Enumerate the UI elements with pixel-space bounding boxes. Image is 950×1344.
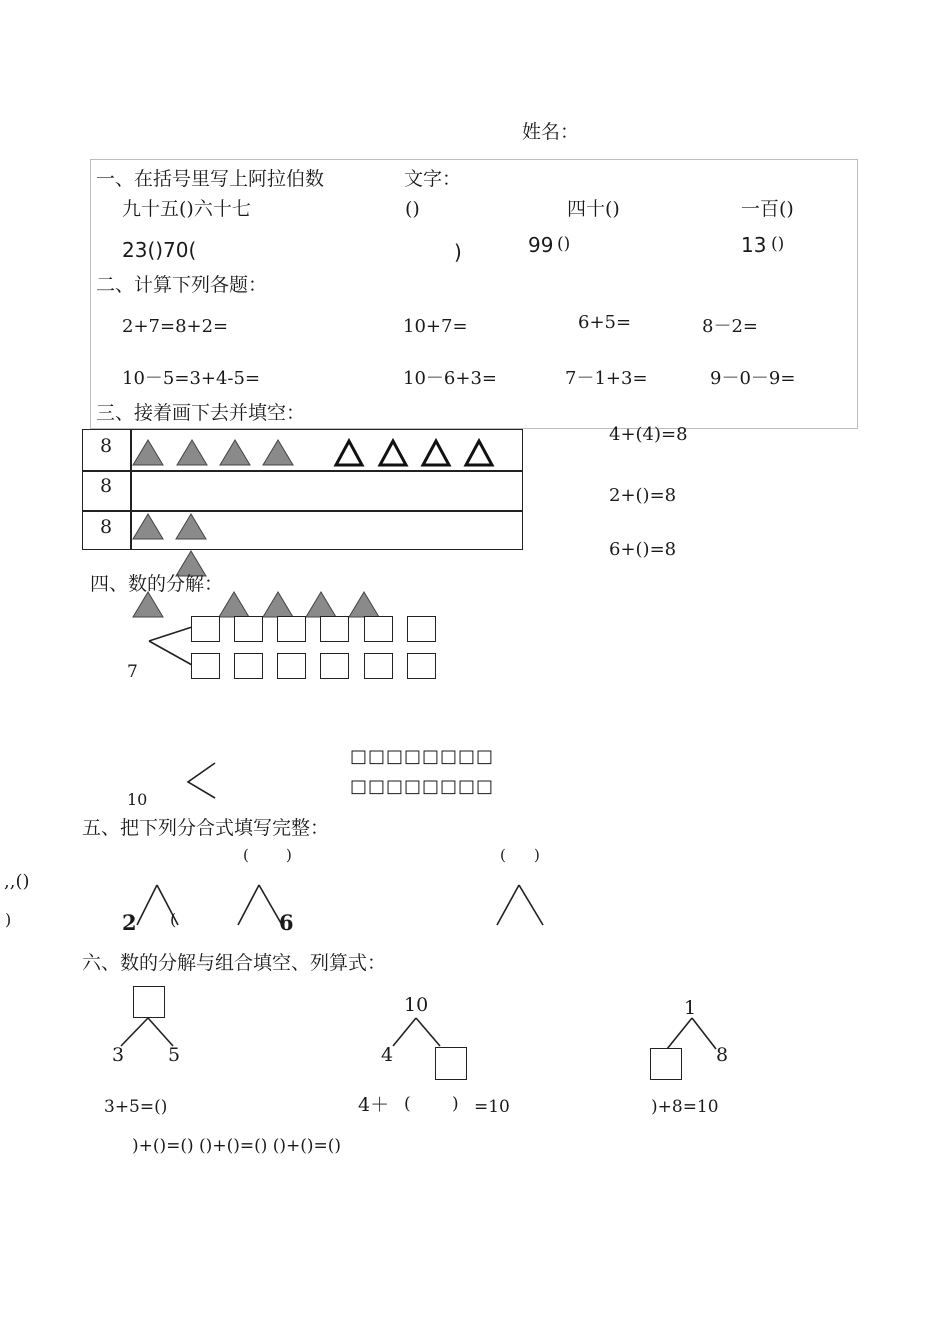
outline-triangle-icon	[336, 441, 362, 465]
tree-lines	[667, 1018, 716, 1049]
s2-r1-c1: 2+7=8+2=	[122, 316, 229, 337]
s5-title: 五、把下列分合式填写完整：	[82, 817, 330, 839]
s5-tree2-right: 6	[279, 910, 294, 935]
s2-r2-c2: 10－6+3=	[403, 368, 497, 389]
tree-lines	[121, 1018, 173, 1046]
answer-box[interactable]	[277, 616, 306, 642]
name-label: 姓名：	[522, 121, 580, 143]
s1-r2-c3: 99	[528, 233, 554, 257]
box-row-2: □□□□□□□□	[350, 776, 495, 797]
tree-lines	[238, 885, 282, 925]
gray-triangle-icon	[263, 440, 293, 465]
s1-r2-c1: 23()70(	[122, 238, 197, 262]
gray-triangle-icon	[133, 514, 163, 539]
s5-paren: )	[286, 846, 292, 864]
answer-box[interactable]	[320, 616, 349, 642]
s1-r2-c2: )	[454, 240, 462, 264]
box-row-1: □□□□□□□□	[350, 746, 495, 767]
answer-box[interactable]	[277, 653, 306, 679]
gray-triangle-icon	[177, 440, 207, 465]
branch-lines	[149, 627, 192, 665]
s2-r1-c3: 6+5=	[578, 312, 632, 333]
s2-r1-c4: 8－2=	[702, 316, 758, 337]
tree-lines	[497, 885, 543, 925]
s1-title-tail: 文字：	[404, 168, 462, 190]
s5-tree1-left: 2	[122, 910, 137, 935]
gray-triangle-icon	[133, 440, 163, 465]
answer-box[interactable]	[234, 653, 263, 679]
s2-r2-c1: 10－5=3+4-5=	[122, 368, 261, 389]
gray-triangle-icon	[219, 592, 249, 617]
s6-tree1-left: 3	[112, 1044, 125, 1066]
s3-eq-1: 4+(4)=8	[609, 424, 688, 445]
s5-paren: )	[534, 846, 540, 864]
s5-left-mark: ,,()	[4, 871, 30, 892]
s1-r2-c4: 13	[741, 233, 767, 257]
answer-box[interactable]	[407, 616, 436, 642]
s2-r2-c4: 9－0－9=	[710, 368, 796, 389]
s1-r2-c4b: ()	[771, 234, 785, 254]
answer-box[interactable]	[191, 616, 220, 642]
s1-title: 一、在括号里写上阿拉伯数	[96, 168, 325, 190]
answer-box[interactable]	[191, 653, 220, 679]
answer-box[interactable]	[650, 1048, 682, 1080]
s6-tree3-right: 8	[716, 1044, 729, 1066]
s3-title: 三、接着画下去并填空：	[96, 402, 306, 424]
s6-eq-1: 3+5=()	[104, 1097, 168, 1117]
answer-box[interactable]	[435, 1047, 467, 1080]
s5-left-mark-2: )	[5, 910, 12, 929]
s6-eq-2-close: )	[452, 1094, 459, 1114]
tree-lines	[393, 1018, 440, 1046]
s1-r1-c3: 四十()	[567, 198, 620, 220]
s4-number-7: 7	[127, 662, 138, 682]
gray-triangle-icon	[220, 440, 250, 465]
s6-tree2-top: 10	[404, 994, 429, 1016]
outline-triangle-icon	[466, 441, 492, 465]
answer-box[interactable]	[320, 653, 349, 679]
gray-triangle-icon	[306, 592, 336, 617]
s3-eq-3: 6+()=8	[609, 539, 677, 560]
s5-tree1-right: (	[170, 910, 177, 929]
s2-r1-c2: 10+7=	[403, 316, 468, 337]
table-row-3-label: 8	[100, 516, 113, 538]
s2-r2-c3: 7－1+3=	[565, 368, 648, 389]
table-row-2-label: 8	[100, 475, 113, 497]
s2-title: 二、计算下列各题：	[96, 274, 268, 296]
outline-triangle-icon	[380, 441, 406, 465]
gray-triangle-icon	[263, 592, 293, 617]
table-row-1-label: 8	[100, 435, 113, 457]
s5-paren: (	[243, 846, 249, 864]
answer-box[interactable]	[364, 653, 393, 679]
s6-tree1-right: 5	[168, 1044, 181, 1066]
answer-box[interactable]	[407, 653, 436, 679]
s6-title: 六、数的分解与组合填空、列算式：	[82, 952, 387, 974]
s1-r2-c3b: ()	[557, 234, 571, 254]
answer-box[interactable]	[364, 616, 393, 642]
s6-eq-2: 4＋	[358, 1094, 390, 1116]
gray-triangle-icon	[133, 592, 163, 617]
s6-eq-2-result: =10	[474, 1097, 510, 1117]
s6-tree3-top: 1	[684, 997, 697, 1019]
answer-box[interactable]	[133, 986, 165, 1018]
s3-eq-2: 2+()=8	[609, 485, 677, 506]
s1-r1-c2: ()	[405, 198, 420, 220]
s6-eq-2-open: (	[404, 1094, 411, 1114]
s6-tree2-left: 4	[381, 1044, 394, 1066]
branch-lines	[188, 763, 215, 798]
s6-final-equations: )+()=() ()+()=() ()+()=()	[132, 1136, 342, 1156]
s4-title: 四、数的分解：	[90, 573, 224, 595]
s1-r1-c4: 一百()	[741, 198, 794, 220]
answer-box[interactable]	[234, 616, 263, 642]
s5-paren: (	[500, 846, 506, 864]
s1-r1-c1: 九十五()六十七	[122, 198, 251, 220]
s6-eq-3: )+8=10	[651, 1097, 719, 1117]
gray-triangle-icon	[176, 514, 206, 539]
gray-triangle-icon	[349, 592, 379, 617]
outline-triangle-icon	[423, 441, 449, 465]
s4-number-10: 10	[127, 790, 148, 809]
